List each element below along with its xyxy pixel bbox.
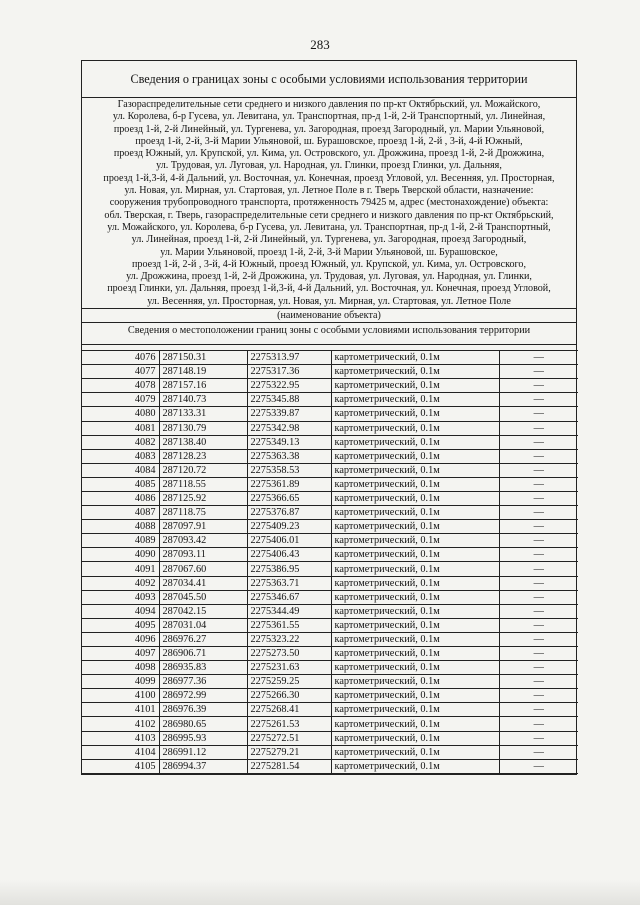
method-cell: картометрический, 0.1м	[331, 379, 499, 393]
point-number-cell: 4078	[82, 379, 159, 393]
point-number-cell: 4076	[82, 351, 159, 365]
note-cell: —	[499, 745, 578, 759]
note-cell: —	[499, 562, 578, 576]
note-cell: —	[499, 689, 578, 703]
table-row	[82, 717, 578, 731]
note-cell: —	[499, 632, 578, 646]
table-row	[82, 477, 578, 491]
table-row	[82, 393, 578, 407]
coordinates-table-body	[82, 351, 578, 774]
object-description-line: ул. Дрожжина, проезд 1-й, 2-й Дрожжина, ул. Трудовая, ул. Луговая, ул. Народная, ул. Глинки,	[126, 271, 532, 283]
object-description-line: ул. Марии Ульяновой, проезд 1-й, 2-й, 3-й Марии Ульяновой, ш. Бурашовское,	[160, 246, 498, 258]
table-row	[82, 647, 578, 661]
object-description-line: проезд 1-й,3-й, 4-й Дальний, ул. Восточная, ул. Конечная, проезд Угловой, ул. Весенняя, ул. Просторная,	[103, 172, 555, 184]
note-cell: —	[499, 759, 578, 773]
y-coordinate-cell: 2275361.55	[247, 618, 331, 632]
note-cell: —	[499, 463, 578, 477]
scan-edge-shadow	[0, 880, 640, 905]
y-coordinate-cell: 2275281.54	[247, 759, 331, 773]
method-cell: картометрический, 0.1м	[331, 675, 499, 689]
point-number-cell: 4085	[82, 477, 159, 491]
method-cell: картометрический, 0.1м	[331, 647, 499, 661]
table-row	[82, 689, 578, 703]
y-coordinate-cell: 2275344.49	[247, 604, 331, 618]
point-number-cell: 4096	[82, 632, 159, 646]
point-number-cell: 4081	[82, 421, 159, 435]
method-cell: картометрический, 0.1м	[331, 393, 499, 407]
x-coordinate-cell: 287045.50	[159, 590, 247, 604]
table-row	[82, 675, 578, 689]
method-cell: картометрический, 0.1м	[331, 604, 499, 618]
object-description	[82, 98, 576, 309]
y-coordinate-cell: 2275346.67	[247, 590, 331, 604]
point-number-cell: 4090	[82, 548, 159, 562]
method-cell: картометрический, 0.1м	[331, 703, 499, 717]
note-cell: —	[499, 731, 578, 745]
page-number: 283	[310, 37, 330, 52]
x-coordinate-cell: 287093.11	[159, 548, 247, 562]
point-number-cell: 4091	[82, 562, 159, 576]
note-cell: —	[499, 477, 578, 491]
method-cell: картометрический, 0.1м	[331, 548, 499, 562]
table-row	[82, 632, 578, 646]
table-row	[82, 506, 578, 520]
point-number-cell: 4098	[82, 661, 159, 675]
table-row	[82, 604, 578, 618]
note-cell: —	[499, 548, 578, 562]
y-coordinate-cell: 2275409.23	[247, 520, 331, 534]
method-cell: картометрический, 0.1м	[331, 449, 499, 463]
table-row	[82, 365, 578, 379]
coordinates-table	[82, 350, 578, 774]
method-cell: картометрический, 0.1м	[331, 421, 499, 435]
table-row	[82, 449, 578, 463]
note-cell: —	[499, 393, 578, 407]
point-number-cell: 4105	[82, 759, 159, 773]
method-cell: картометрический, 0.1м	[331, 717, 499, 731]
x-coordinate-cell: 286976.27	[159, 632, 247, 646]
method-cell: картометрический, 0.1м	[331, 759, 499, 773]
note-cell: —	[499, 506, 578, 520]
table-row	[82, 491, 578, 505]
table-row	[82, 661, 578, 675]
y-coordinate-cell: 2275406.01	[247, 534, 331, 548]
y-coordinate-cell: 2275317.36	[247, 365, 331, 379]
x-coordinate-cell: 287148.19	[159, 365, 247, 379]
x-coordinate-cell: 287150.31	[159, 351, 247, 365]
y-coordinate-cell: 2275342.98	[247, 421, 331, 435]
method-cell: картометрический, 0.1м	[331, 463, 499, 477]
table-row	[82, 759, 578, 773]
method-cell: картометрический, 0.1м	[331, 506, 499, 520]
object-description-line: ул. Трудовая, ул. Луговая, ул. Народная, ул. Глинки, проезд Глинки, ул. Дальняя,	[156, 160, 502, 172]
x-coordinate-cell: 287130.79	[159, 421, 247, 435]
point-number-cell: 4077	[82, 365, 159, 379]
x-coordinate-cell: 286994.37	[159, 759, 247, 773]
x-coordinate-cell: 287133.31	[159, 407, 247, 421]
note-cell: —	[499, 604, 578, 618]
note-cell: —	[499, 717, 578, 731]
method-cell: картометрический, 0.1м	[331, 435, 499, 449]
y-coordinate-cell: 2275259.25	[247, 675, 331, 689]
note-cell: —	[499, 618, 578, 632]
x-coordinate-cell: 286991.12	[159, 745, 247, 759]
note-cell: —	[499, 661, 578, 675]
method-cell: картометрический, 0.1м	[331, 661, 499, 675]
point-number-cell: 4084	[82, 463, 159, 477]
method-cell: картометрический, 0.1м	[331, 689, 499, 703]
table-row	[82, 463, 578, 477]
point-number-cell: 4093	[82, 590, 159, 604]
method-cell: картометрический, 0.1м	[331, 477, 499, 491]
method-cell: картометрический, 0.1м	[331, 491, 499, 505]
point-number-cell: 4097	[82, 647, 159, 661]
x-coordinate-cell: 287140.73	[159, 393, 247, 407]
point-number-cell: 4087	[82, 506, 159, 520]
object-description-line: ул. Весенняя, ул. Просторная, ул. Новая, ул. Мирная, ул. Стартовая, ул. Летное Поле	[147, 295, 511, 307]
point-number-cell: 4099	[82, 675, 159, 689]
method-cell: картометрический, 0.1м	[331, 520, 499, 534]
table-row	[82, 534, 578, 548]
method-cell: картометрический, 0.1м	[331, 745, 499, 759]
table-row	[82, 351, 578, 365]
x-coordinate-cell: 287034.41	[159, 576, 247, 590]
x-coordinate-cell: 287118.55	[159, 477, 247, 491]
x-coordinate-cell: 286935.83	[159, 661, 247, 675]
y-coordinate-cell: 2275345.88	[247, 393, 331, 407]
y-coordinate-cell: 2275313.97	[247, 351, 331, 365]
point-number-cell: 4080	[82, 407, 159, 421]
note-cell: —	[499, 351, 578, 365]
method-cell: картометрический, 0.1м	[331, 534, 499, 548]
note-cell: —	[499, 675, 578, 689]
point-number-cell: 4086	[82, 491, 159, 505]
x-coordinate-cell: 287031.04	[159, 618, 247, 632]
table-row	[82, 407, 578, 421]
object-description-line: Газораспределительные сети среднего и низкого давления по пр-кт Октябрьский, ул. Можайского,	[117, 99, 541, 110]
y-coordinate-cell: 2275266.30	[247, 689, 331, 703]
x-coordinate-cell: 287067.60	[159, 562, 247, 576]
y-coordinate-cell: 2275406.43	[247, 548, 331, 562]
note-cell: —	[499, 435, 578, 449]
point-number-cell: 4101	[82, 703, 159, 717]
note-cell: —	[499, 520, 578, 534]
note-cell: —	[499, 534, 578, 548]
point-number-cell: 4092	[82, 576, 159, 590]
location-section-title: Сведения о местоположении границ зоны с особыми условиями использования территории	[82, 323, 576, 345]
note-cell: —	[499, 407, 578, 421]
x-coordinate-cell: 287157.16	[159, 379, 247, 393]
object-description-line: проезд 1-й, 2-й Линейный, ул. Тургенева, ул. Загородная, проезд Загородный, ул. Марии Ульяновой,	[113, 123, 545, 135]
y-coordinate-cell: 2275273.50	[247, 647, 331, 661]
x-coordinate-cell: 286972.99	[159, 689, 247, 703]
y-coordinate-cell: 2275363.71	[247, 576, 331, 590]
method-cell: картометрический, 0.1м	[331, 407, 499, 421]
object-description-line: проезд Южный, ул. Крупской, ул. Кима, ул. Островского, ул. Дрожжина, проезд 1-й, 2-й Дрожжина,	[113, 148, 545, 160]
point-number-cell: 4103	[82, 731, 159, 745]
object-description-line: ул. Королева, б-р Гусева, ул. Левитана, ул. Транспортная, пр-д 1-й, 2-й Транспортный, ул. Линейная,	[112, 111, 546, 123]
note-cell: —	[499, 703, 578, 717]
table-row	[82, 520, 578, 534]
object-description-line: ул. Можайского, ул. Королева, б-р Гусева, ул. Левитана, ул. Транспортная, пр-д 1-й, 2-й Транспортный,	[107, 221, 551, 233]
table-row	[82, 731, 578, 745]
table-row	[82, 745, 578, 759]
x-coordinate-cell: 287120.72	[159, 463, 247, 477]
table-row	[82, 618, 578, 632]
point-number-cell: 4082	[82, 435, 159, 449]
method-cell: картометрический, 0.1м	[331, 618, 499, 632]
point-number-cell: 4094	[82, 604, 159, 618]
x-coordinate-cell: 287093.42	[159, 534, 247, 548]
x-coordinate-cell: 286995.93	[159, 731, 247, 745]
object-description-line: ул. Новая, ул. Мирная, ул. Стартовая, ул. Летное Поле в г. Тверь Тверской области, назначение:	[124, 185, 534, 197]
zone-boundaries-frame	[81, 60, 577, 775]
point-number-cell: 4100	[82, 689, 159, 703]
x-coordinate-cell: 287118.75	[159, 506, 247, 520]
note-cell: —	[499, 491, 578, 505]
y-coordinate-cell: 2275349.13	[247, 435, 331, 449]
note-cell: —	[499, 421, 578, 435]
table-row	[82, 590, 578, 604]
y-coordinate-cell: 2275231.63	[247, 661, 331, 675]
note-cell: —	[499, 590, 578, 604]
x-coordinate-cell: 287097.91	[159, 520, 247, 534]
object-description-line: сооружения трубопроводного транспорта, протяженность 79425 м, адрес (местонахождение) объекта:	[109, 197, 549, 209]
y-coordinate-cell: 2275261.53	[247, 717, 331, 731]
method-cell: картометрический, 0.1м	[331, 351, 499, 365]
y-coordinate-cell: 2275376.87	[247, 506, 331, 520]
point-number-cell: 4102	[82, 717, 159, 731]
y-coordinate-cell: 2275361.89	[247, 477, 331, 491]
y-coordinate-cell: 2275323.22	[247, 632, 331, 646]
point-number-cell: 4095	[82, 618, 159, 632]
method-cell: картометрический, 0.1м	[331, 731, 499, 745]
object-description-line: проезд Глинки, ул. Дальняя, проезд 1-й,3-й, 4-й Дальний, ул. Восточная, ул. Конечная, проезд Угловой,	[107, 283, 551, 295]
note-cell: —	[499, 379, 578, 393]
document-title: Сведения о границах зоны с особыми условиями использования территории	[82, 61, 576, 98]
point-number-cell: 4083	[82, 449, 159, 463]
note-cell: —	[499, 449, 578, 463]
x-coordinate-cell: 286906.71	[159, 647, 247, 661]
point-number-cell: 4089	[82, 534, 159, 548]
object-description-line: обл. Тверская, г. Тверь, газораспределительные сети среднего и низкого давления по пр-кт Октябрьский,	[104, 209, 554, 221]
point-number-cell: 4079	[82, 393, 159, 407]
x-coordinate-cell: 286976.39	[159, 703, 247, 717]
object-description-line: ул. Линейная, проезд 1-й, 2-й Линейный, ул. Тургенева, ул. Загородная, проезд Загородный,	[131, 234, 527, 246]
x-coordinate-cell: 287128.23	[159, 449, 247, 463]
object-description-line: проезд 1-й, 2-й , 3-й, 4-й Южный, проезд Южный, ул. Крупской, ул. Кима, ул. Островского,	[132, 258, 526, 270]
note-cell: —	[499, 576, 578, 590]
y-coordinate-cell: 2275358.53	[247, 463, 331, 477]
note-cell: —	[499, 647, 578, 661]
table-row	[82, 703, 578, 717]
y-coordinate-cell: 2275268.41	[247, 703, 331, 717]
method-cell: картометрический, 0.1м	[331, 590, 499, 604]
note-cell: —	[499, 365, 578, 379]
method-cell: картометрический, 0.1м	[331, 632, 499, 646]
object-description-line: проезд 1-й, 2-й, 3-й Марии Ульяновой, ш. Бурашовское, проезд 1-й, 2-й , 3-й, 4-й Южный,	[135, 135, 523, 147]
y-coordinate-cell: 2275272.51	[247, 731, 331, 745]
y-coordinate-cell: 2275386.95	[247, 562, 331, 576]
y-coordinate-cell: 2275322.95	[247, 379, 331, 393]
table-row	[82, 562, 578, 576]
x-coordinate-cell: 286980.65	[159, 717, 247, 731]
object-label: (наименование объекта)	[82, 309, 576, 323]
table-row	[82, 435, 578, 449]
method-cell: картометрический, 0.1м	[331, 562, 499, 576]
x-coordinate-cell: 287138.40	[159, 435, 247, 449]
method-cell: картометрический, 0.1м	[331, 365, 499, 379]
y-coordinate-cell: 2275363.38	[247, 449, 331, 463]
table-row	[82, 421, 578, 435]
x-coordinate-cell: 287125.92	[159, 491, 247, 505]
point-number-cell: 4104	[82, 745, 159, 759]
y-coordinate-cell: 2275279.21	[247, 745, 331, 759]
y-coordinate-cell: 2275339.87	[247, 407, 331, 421]
x-coordinate-cell: 286977.36	[159, 675, 247, 689]
method-cell: картометрический, 0.1м	[331, 576, 499, 590]
x-coordinate-cell: 287042.15	[159, 604, 247, 618]
y-coordinate-cell: 2275366.65	[247, 491, 331, 505]
table-row	[82, 548, 578, 562]
point-number-cell: 4088	[82, 520, 159, 534]
table-row	[82, 379, 578, 393]
table-row	[82, 576, 578, 590]
